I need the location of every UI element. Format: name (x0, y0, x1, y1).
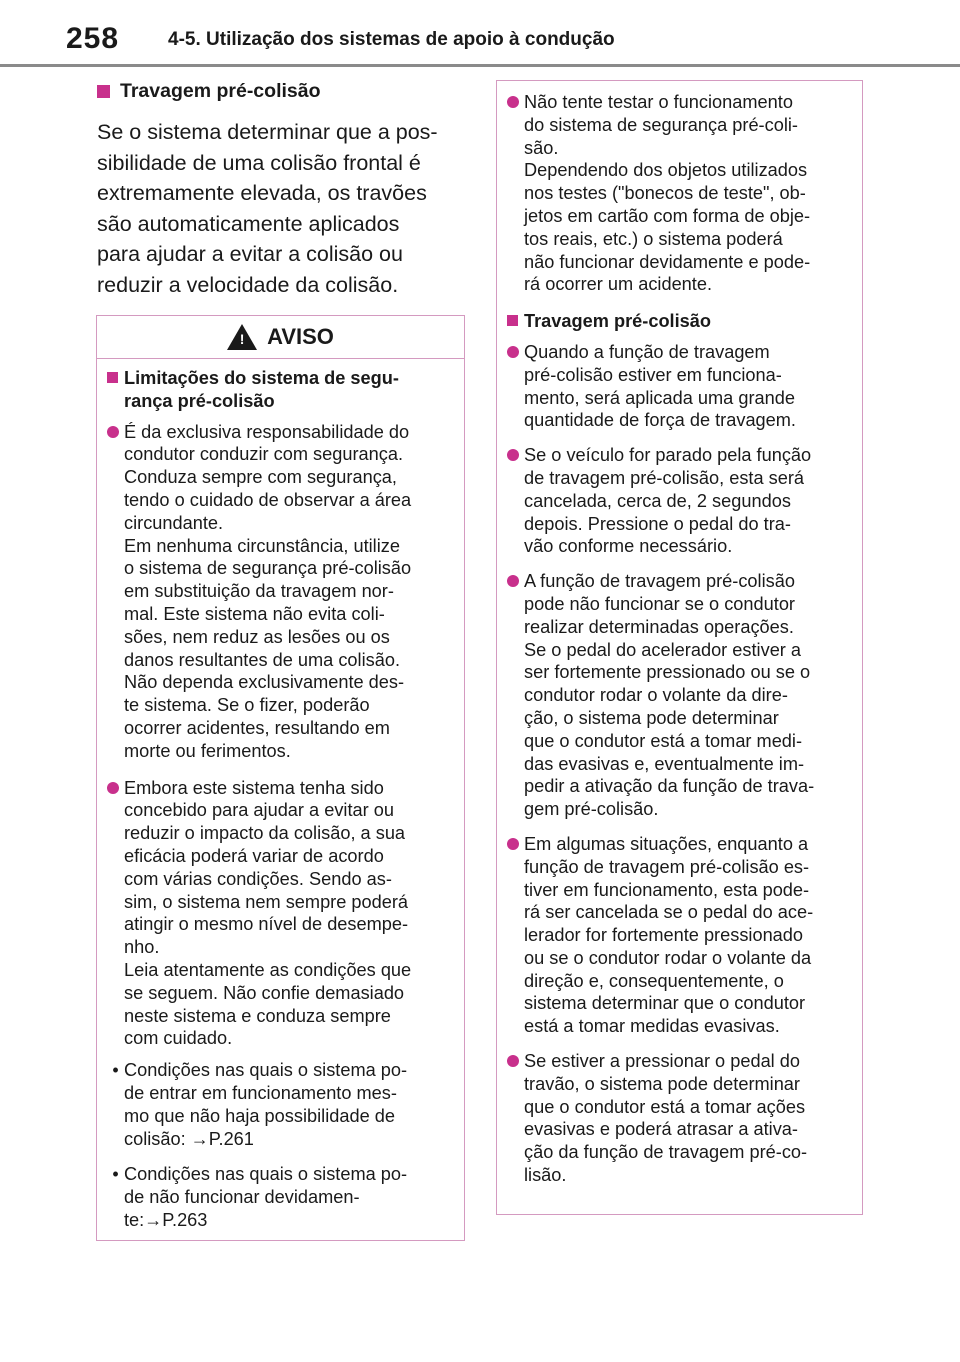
left-column (97, 80, 467, 300)
bullet-dot-icon (507, 1055, 519, 1067)
warning-bullet (107, 421, 454, 763)
warning-bullet-text: Embora este sistema tenha sido concebido para ajudar a evitar ou reduzir o impacto da colisão, a sua eficácia poderá variar de acordo com várias condições. Sendo as- sim, o sistema nem sempre poderá atingir o mesmo nível de desempe- nho. Leia atentamente as condições que se seguem. Não confie demasiado neste sistema e conduza sempre com cuidado. (124, 777, 412, 1049)
warning-body (97, 359, 464, 1232)
warning-bullet-text: É da exclusiva responsabilidade do condutor conduzir com segurança. Conduza sempre com segurança, tendo o cuidado de observar a área circundante. Em nenhuma circunstância, utilize o sistema de segurança pré-colisão em substituição da travagem nor- mal. Este sistema não evita coli- sões, nem reduz as lesões ou os danos resultantes de uma colisão. Não dependa exclusivamente des- te sistema. Se o fizer, poderão ocorrer acidentes, resultando em morte ou ferimentos. (124, 421, 412, 761)
bullet-dot-icon (507, 575, 519, 587)
bullet-dot-icon (507, 838, 519, 850)
warning-subtitle-text: Limitações do sistema de segu- rança pré-colisão (124, 368, 399, 411)
warning-box (96, 315, 465, 1241)
right-bullet-text: Se estiver a pressionar o pedal do travão, o sistema pode determinar que o condutor está a tomar ações evasivas e poderá atrasar a ativa- ção da função de travagem pré-co- lisão. (524, 1051, 808, 1186)
subtitle-square-icon (507, 315, 518, 326)
right-bullet (507, 570, 852, 821)
warning-label: AVISO (267, 324, 334, 349)
section-heading-text: Travagem pré-colisão (120, 80, 321, 102)
right-bullet-text: Não tente testar o funcionamento do sistema de segurança pré-coli- são. Dependendo dos objetos utilizados nos testes ("bonecos de teste", ob- jetos em cartão com forma de obje- tos reais, etc.) o sistema poderá não funcionar devidamente e pode- rá ocorrer um acidente. (524, 92, 811, 295)
subtitle-square-icon (107, 372, 118, 383)
warning-header (97, 316, 464, 359)
right-subtitle-text: Travagem pré-colisão (524, 311, 712, 332)
condition-item (107, 1059, 454, 1150)
right-bullet (507, 91, 852, 296)
arrow-icon: → (190, 1128, 209, 1149)
warning-subtitle (107, 367, 454, 413)
right-bullet-text: A função de travagem pré-colisão pode não funcionar se o condutor realizar determinadas operações. Se o pedal do acelerador estiver a ser fortemente pressionado ou se o condutor rodar o volante da dire- ção, o sistema pode determinar que o condutor está a tomar medi- das evasivas e, eventualmente im- pedir a ativação da função de trava- gem pré-colisão. (524, 571, 815, 820)
right-bullet-text: Se o veículo for parado pela função de travagem pré-colisão, esta será cancelada, cerca de, 2 segundos depois. Pressione o pedal do tra- vão conforme necessário. (524, 445, 812, 557)
dash-bullet: • (112, 1164, 119, 1185)
right-bullet-text: Quando a função de travagem pré-colisão estiver em funciona- mento, será aplicada uma grande quantidade de força de travagem. (524, 341, 796, 431)
intro-paragraph: Se o sistema determinar que a pos- sibilidade de uma colisão frontal é extremamente elevada, os travões são automaticamente aplicados para ajudar a evitar a colisão ou reduzir a velocidade da colisão. (97, 120, 438, 297)
chapter-title: 4-5. Utilização dos sistemas de apoio à condução (168, 29, 615, 50)
page-reference-link[interactable]: P.263 (162, 1209, 208, 1230)
right-bullet (507, 833, 852, 1038)
bullet-dot-icon (507, 96, 519, 108)
condition-text: Condições nas quais o sistema po- de não funcionar devidamen- te: (124, 1164, 408, 1230)
bullet-dot-icon (507, 346, 519, 358)
arrow-icon: → (144, 1209, 163, 1230)
right-bullet-text: Em algumas situações, enquanto a função de travagem pré-colisão es- tiver em funcionamento, esta pode- rá ser cancelada se o pedal do ace- lerador for fortemente pressionado ou se o condutor rodar o volante da direção e, consequentemente, o sistema determinar que o condutor está a tomar medidas evasivas. (524, 833, 814, 1037)
condition-content (124, 1163, 407, 1231)
warning-triangle-icon: ! (227, 324, 257, 350)
bullet-dot-icon (107, 782, 119, 794)
condition-text: Condições nas quais o sistema po- de entrar em funcionamento mes- mo que não haja possibilidade de colisão: (124, 1060, 408, 1149)
right-box-body (497, 81, 862, 1187)
condition-item (107, 1163, 454, 1231)
right-bullet (507, 1050, 852, 1187)
dash-bullet: • (112, 1060, 119, 1081)
section-heading (97, 80, 467, 103)
right-info-box (496, 80, 863, 1215)
warning-bullet (107, 777, 454, 1051)
section-square-icon (97, 85, 110, 98)
page-header (0, 0, 960, 72)
bullet-dot-icon (507, 449, 519, 461)
right-subtitle (507, 310, 852, 333)
right-bullet (507, 341, 852, 432)
bullet-dot-icon (107, 426, 119, 438)
header-divider (0, 64, 960, 67)
page-reference-link[interactable]: P.261 (208, 1128, 254, 1149)
page-number: 258 (66, 22, 120, 55)
condition-content (124, 1059, 407, 1150)
right-bullet (507, 444, 852, 558)
